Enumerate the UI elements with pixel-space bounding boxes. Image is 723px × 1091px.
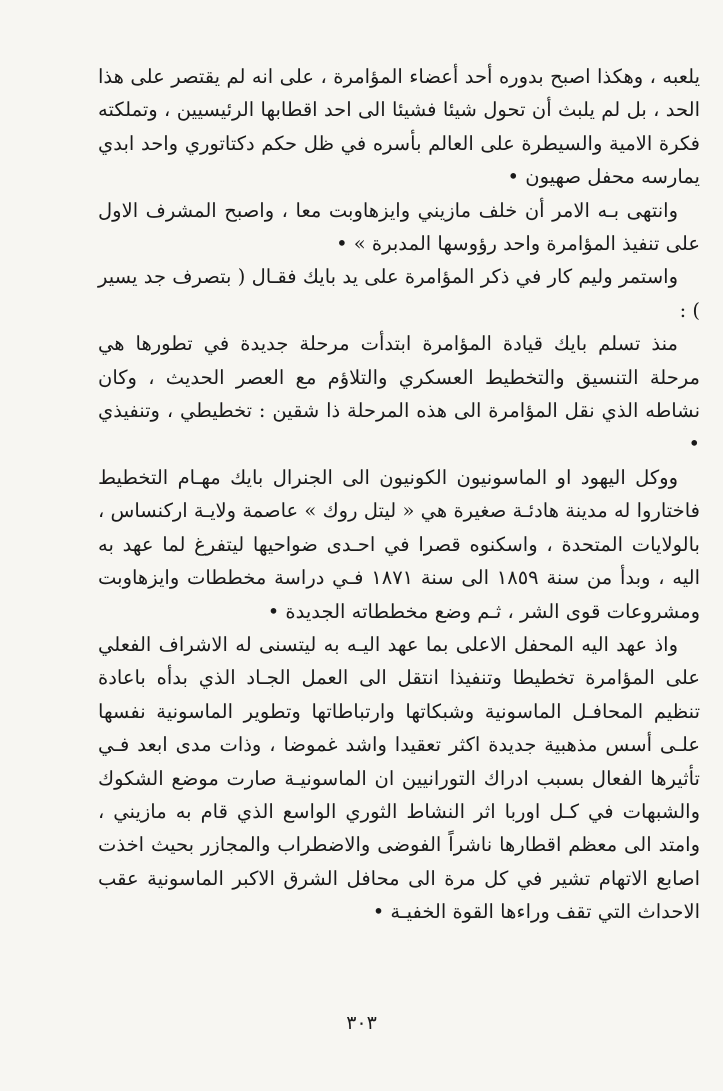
paragraph-6: واذ عهد اليه المحفل الاعلى بما عهد اليـه به ليتسنى له الاشراف الفعلي على المؤامرة تخطيطا وتنفيذا انتقل الى العمل الجـاد الذي بدأه باعادة تنظيم المحافـل الماسونية وشبكاتها وارتباطاتها وتطوير الماسونية نفسها علـى أسس مذهبية جديدة اكثر تعقيدا واشد غموضا ، وذات مدى ابعد فـي تأثيرها الفعال بسبب ادراك التورانيين ان الماسونيـة صارت موضع الشكوك والشبهات في كـل اوربا اثر النشاط الثوري الواسع الذي قام به مازيني ، وامتد الى معظم اقطارها ناشراً الفوضى والاضطراب والمجازر بحيث اخذت اصابع الاتهام تشير في كل مرة الى محافل الشرق الاكبر الماسونية عقب الاحداث التي تقف وراءها القوة الخفيـة • [98, 632, 700, 924]
body-text [98, 60, 700, 929]
paragraph-5: ووكل اليهود او الماسونيون الكونيون الى الجنرال بايك مهـام التخطيط فاختاروا له مدينة هادئـة صغيرة هي « ليتل روك » عاصمة ولايـة اركنساس ، بالولايات المتحدة ، واسكنوه قصرا في احـدى ضواحيها ليتفرغ لما عهد به اليه ، وبدأ من سنة ١٨٥٩ الى سنة ١٨٧١ فـي دراسة مخططات وايزهاوبت ومشروعات قوى الشر ، ثـم وضع مخططاته الجديدة • [98, 465, 700, 623]
paragraph-3: واستمر وليم كار في ذكر المؤامرة على يد بايك فقـال ( بتصرف جد يسير ) : [98, 265, 700, 322]
paragraph-1: يلعبه ، وهكذا اصبح بدوره أحد أعضاء المؤامرة ، على انه لم يقتصر على هذا الحد ، بل لم يلبث أن تحول شيئا فشيئا الى احد اقطابها الرئيسيين ، وتملكته فكرة الامية والسيطرة على العالم بأسره في ظل حكم دكتاتوري واحد ابدي يمارسه محفل صهيون • [98, 65, 700, 189]
paragraph-2: وانتهى بـه الامر أن خلف مازيني وايزهاوبت معا ، واصبح المشرف الاول على تنفيذ المؤامرة واحد رؤوسها المدبرة » • [98, 198, 700, 256]
page-number: ٣٠٣ [346, 1012, 377, 1034]
paragraph-4: منذ تسلم بايك قيادة المؤامرة ابتدأت مرحلة جديدة في تطورها هي مرحلة التنسيق والتخطيط العسكري والتلاؤم مع العصر الحديث ، وكان نشاطه الذي نقل المؤامرة الى هذه المرحلة ذا شقين : تخطيطي ، وتنفيذي • [98, 332, 700, 456]
